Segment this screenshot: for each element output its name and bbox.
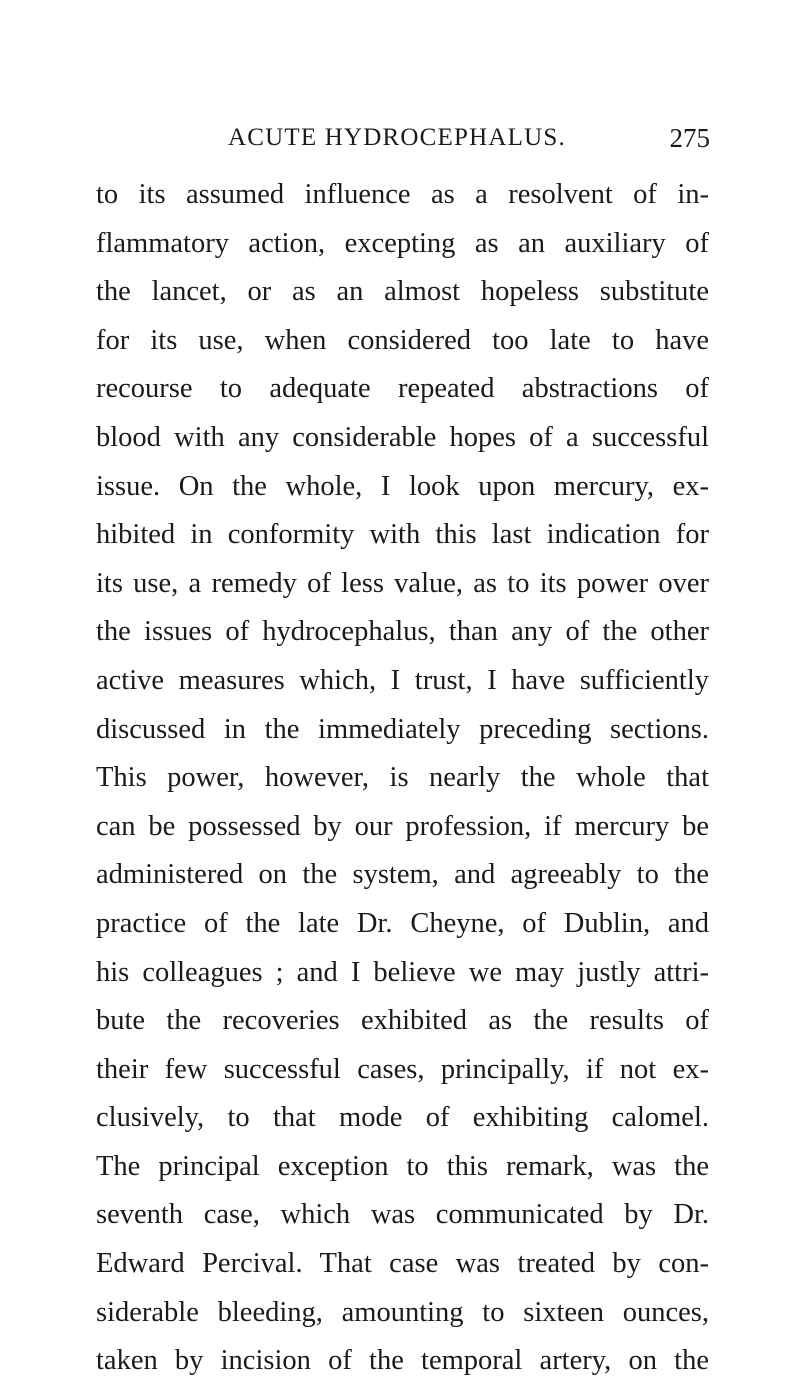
text-line: bute the recoveries exhibited as the results of — [96, 1005, 709, 1037]
text-line: can be possessed by our profession, if mercury be — [96, 810, 709, 842]
running-head — [228, 118, 710, 158]
text-line: active measures which, I trust, I have sufficiently — [96, 664, 709, 696]
text-line: seventh case, which was communicated by Dr. — [96, 1199, 709, 1231]
text-line: administered on the system, and agreeably to the — [96, 859, 709, 891]
text-line: This power, however, is nearly the whole that — [96, 762, 709, 794]
text-line: the issues of hydrocephalus, than any of the other — [96, 616, 709, 648]
text-line: discussed in the immediately preceding sections. — [96, 713, 709, 745]
text-line: The principal exception to this remark, was the — [96, 1150, 709, 1182]
text-line: Edward Percival. That case was treated by con- — [96, 1248, 709, 1280]
body-text — [96, 171, 709, 1386]
text-line: recourse to adequate repeated abstractions of — [96, 373, 709, 405]
text-line: siderable bleeding, amounting to sixteen ounces, — [96, 1296, 709, 1328]
text-line: taken by incision of the temporal artery, on the — [96, 1345, 709, 1377]
text-line: for its use, when considered too late to have — [96, 324, 709, 356]
running-title: ACUTE HYDROCEPHALUS. — [228, 124, 566, 151]
text-line: the lancet, or as an almost hopeless substitute — [96, 276, 709, 308]
text-line: to its assumed influence as a resolvent of in- — [96, 179, 709, 210]
text-line: flammatory action, excepting as an auxiliary of — [96, 227, 709, 259]
text-line: issue. On the whole, I look upon mercury, ex- — [96, 470, 709, 502]
text-line: clusively, to that mode of exhibiting calomel. — [96, 1102, 709, 1134]
text-line: practice of the late Dr. Cheyne, of Dublin, and — [96, 907, 709, 939]
text-line: blood with any considerable hopes of a successful — [96, 421, 709, 453]
text-line: their few successful cases, principally, if not ex- — [96, 1053, 709, 1085]
text-line: his colleagues ; and I believe we may justly attri- — [96, 956, 709, 988]
page-number: 275 — [669, 123, 710, 153]
text-line: its use, a remedy of less value, as to its power over — [96, 567, 709, 599]
text-line: hibited in conformity with this last indication for — [96, 519, 709, 551]
